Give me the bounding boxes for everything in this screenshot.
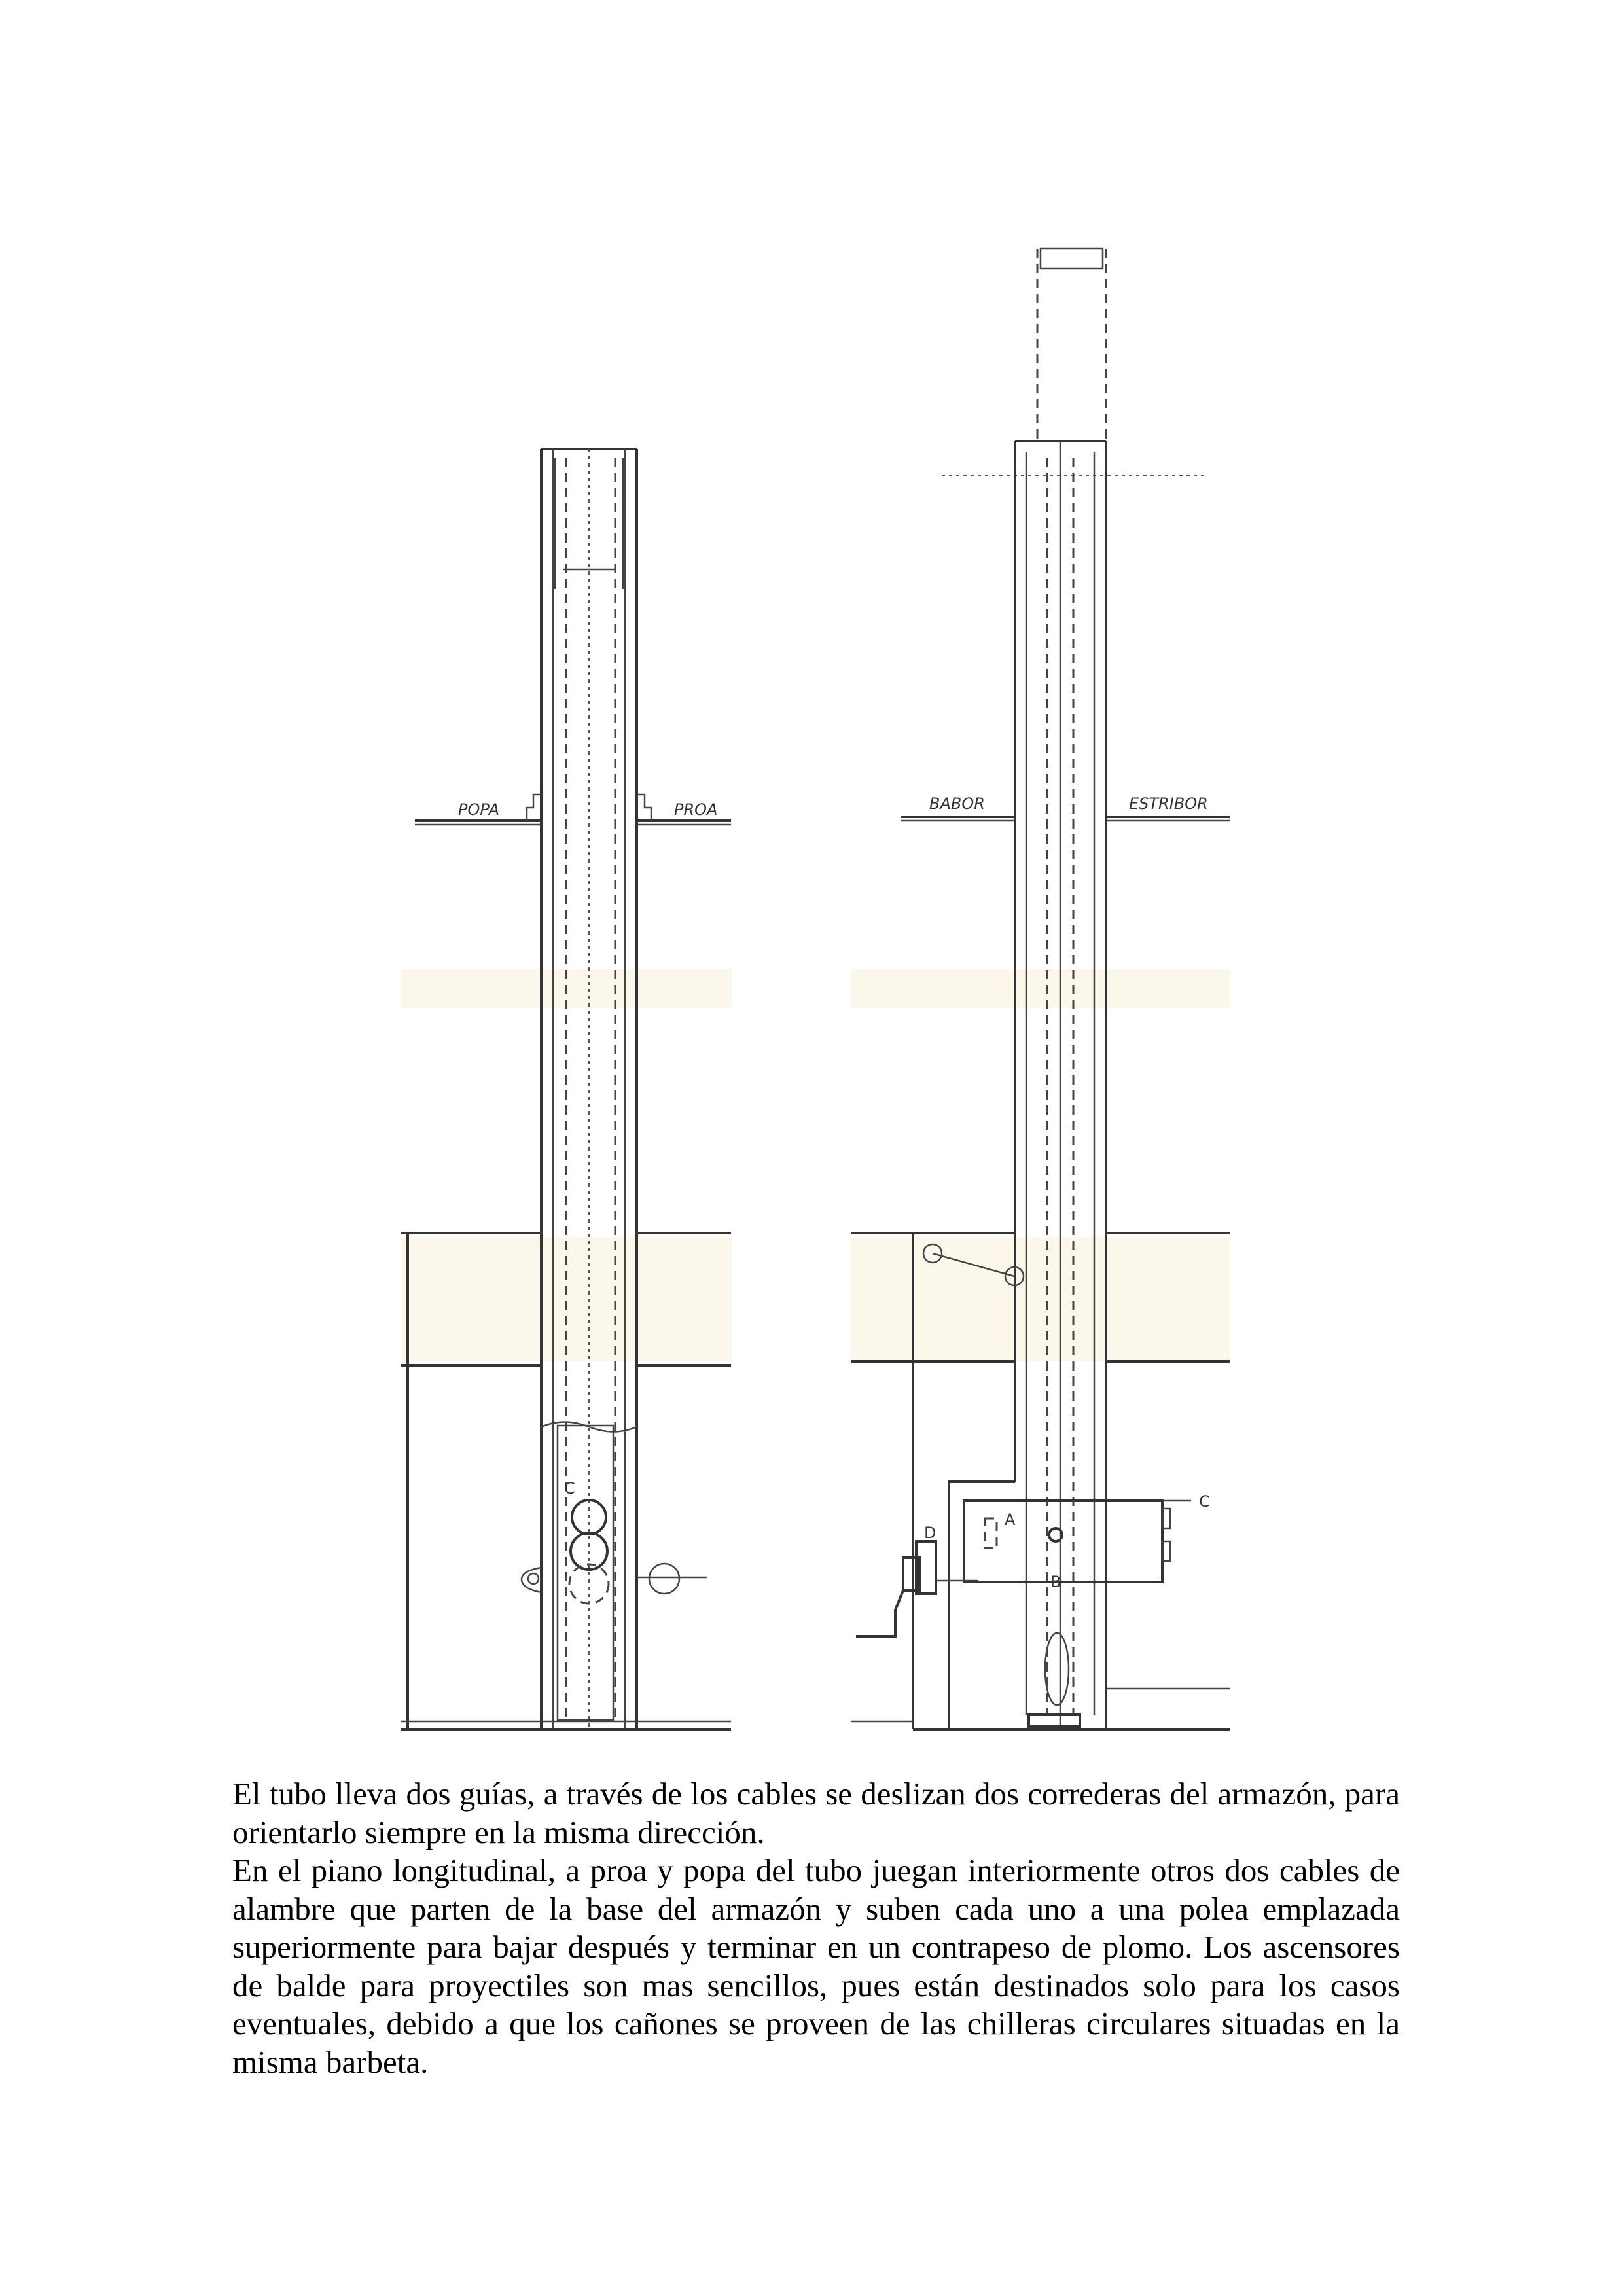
letter-c-left: C	[564, 1479, 575, 1498]
left-elevation-view	[401, 449, 732, 1729]
letter-d: D	[924, 1524, 936, 1542]
paragraph-1: El tubo lleva dos guías, a través de los cables se deslizan dos correderas del armazón, para orientarlo siempre en la misma dirección.	[232, 1776, 1400, 1850]
letter-a: A	[1005, 1511, 1016, 1529]
babor-label: BABOR	[929, 795, 985, 813]
right-elevation-view	[851, 249, 1230, 1729]
estribor-label: ESTRIBOR	[1129, 795, 1208, 813]
body-text	[232, 1775, 1400, 2081]
popa-label: POPA	[458, 800, 500, 819]
paragraph-2: En el piano longitudinal, a proa y popa del tubo juegan interiormente otros dos cables de alambre que parten de la base del armazón y suben cada uno a una polea emplazada superiormente para bajar después y terminar en un contrapeso de plomo. Los ascensores de balde para proyectiles son mas sencillos, pues están destinados solo para los casos eventuales, debido a que los cañones se proveen de las chilleras circulares situadas en la misma barbeta.	[232, 1852, 1400, 2080]
letter-c-right: C	[1199, 1492, 1210, 1511]
letter-b: B	[1050, 1573, 1061, 1591]
proa-label: PROA	[674, 800, 718, 819]
